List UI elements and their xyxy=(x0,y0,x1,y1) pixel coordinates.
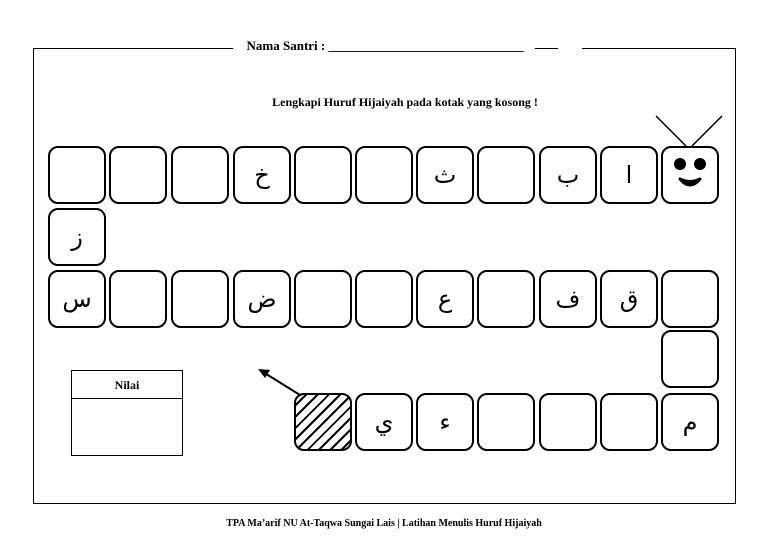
footer-text xyxy=(0,518,768,529)
letter-cell[interactable]: ي xyxy=(355,393,413,451)
antenna-left-line xyxy=(656,116,686,146)
score-box xyxy=(71,370,183,456)
antenna-right-line xyxy=(692,116,722,146)
letter-cell[interactable]: ق xyxy=(600,270,658,328)
letter-cell[interactable]: ف xyxy=(539,270,597,328)
letter-cell[interactable]: م xyxy=(661,393,719,451)
letter-cell[interactable]: ب xyxy=(539,146,597,204)
letter-cell[interactable]: ث xyxy=(416,146,474,204)
letter-cell[interactable]: ع xyxy=(416,270,474,328)
score-label: Nilai xyxy=(72,371,182,399)
letter-cell[interactable]: ء xyxy=(416,393,474,451)
letter-cell[interactable]: ا xyxy=(600,146,658,204)
footer-line: TPA Ma’arif NU At-Taqwa Sungai Lais | Latihan Menulis Huruf Hijaiyah xyxy=(226,518,542,529)
student-name-label: Nama Santri : ______________________________ xyxy=(233,38,536,53)
arrow-icon xyxy=(258,369,300,395)
letter-cell[interactable]: ض xyxy=(233,270,291,328)
letter-cell[interactable]: خ xyxy=(233,146,291,204)
instruction-text: Lengkapi Huruf Hijaiyah pada kotak yang kosong ! xyxy=(272,95,538,109)
letter-cell[interactable]: س xyxy=(48,270,106,328)
letter-cell[interactable]: ز xyxy=(48,208,106,266)
